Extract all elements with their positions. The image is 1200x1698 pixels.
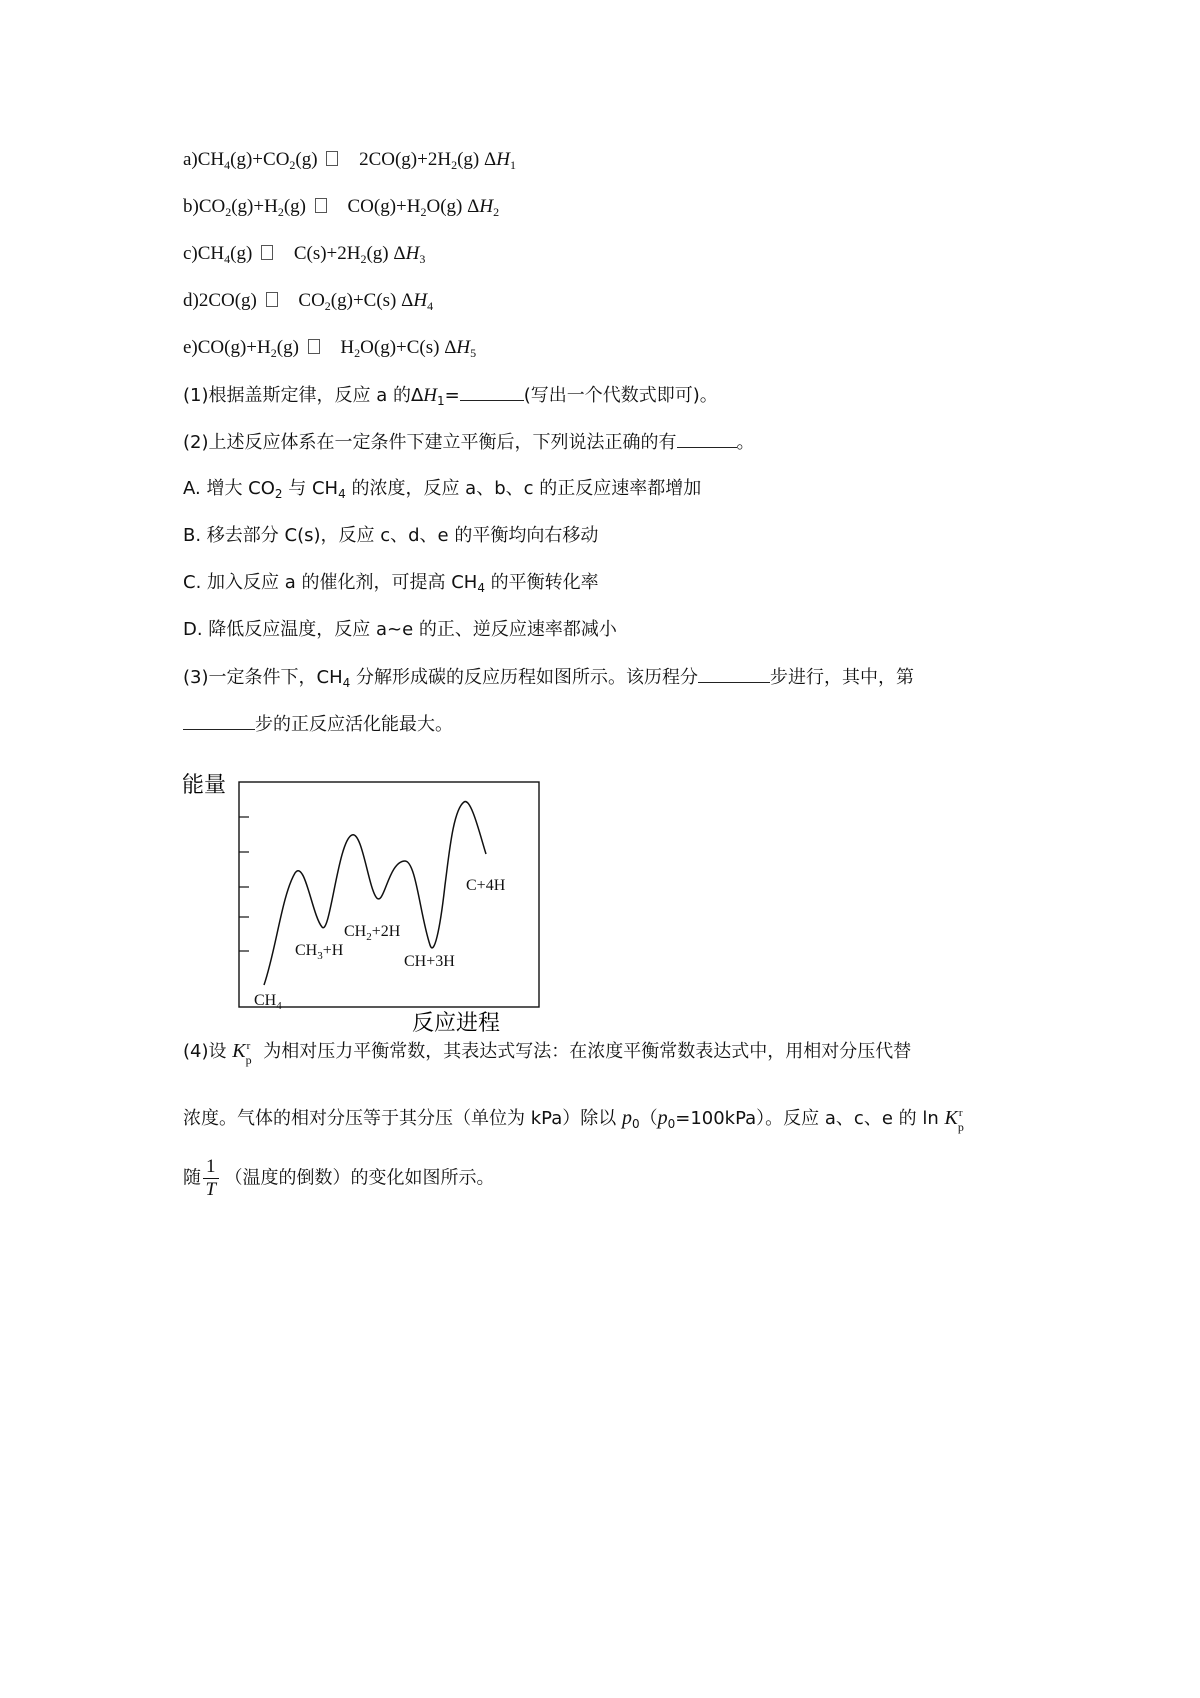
- question-1: (1)根据盖斯定律，反应 a 的$\Delta H_1=$ (写出一个代数式即可)。: [183, 385, 718, 408]
- equilibrium-arrow-icon: [266, 292, 278, 307]
- y-ticks: [239, 817, 249, 951]
- equilibrium-arrow-icon: [308, 339, 320, 354]
- x-axis-label: 反应进程: [412, 1011, 501, 1035]
- species-label-ch2-2h: $CH_2+2H$: [344, 923, 401, 943]
- answer-blank[interactable]: [698, 665, 770, 683]
- question-4: (4)设 K r p 为相对压力平衡常数，其表达式写法：在浓度平衡常数表达式中，用相对分压代替: [183, 1040, 912, 1067]
- answer-blank[interactable]: [460, 383, 524, 401]
- reaction-a: $a)CH_4(g)+CO_2(g)$ $2CO(g)+2H_2(g)$ $\Delta H_1$: [183, 149, 516, 172]
- answer-blank[interactable]: [183, 712, 255, 730]
- question-4-line3: 随 $\frac{1}{T}$ （温度的倒数）的变化如图所示。: [183, 1156, 495, 1200]
- species-label-c-4h: C+4H: [466, 877, 506, 894]
- fraction-one-over-t: $\frac{1}{T}$: [203, 1156, 219, 1201]
- question-4-line2: 浓度。气体的相对分压等于其分压（单位为 kPa）除以 $p_0(p_0=100kPa)$。反应 a、c、e 的 ln K r p: [183, 1107, 964, 1134]
- option-d: D. 降低反应温度，反应 a~e 的正、逆反应速率都减小: [183, 619, 617, 640]
- species-label-ch3h: $CH_3+H$: [295, 942, 344, 962]
- reaction-e: $e)CO(g)+H_2(g)$ $H_2O(g)+C(s)$ $\Delta H_5$: [183, 337, 477, 360]
- reaction-c: $c)CH_4(g)$ $C(s)+2H_2(g)$ $\Delta H_3$: [183, 243, 426, 266]
- chart-frame: [239, 782, 539, 1007]
- equilibrium-arrow-icon: [315, 198, 327, 213]
- answer-blank[interactable]: [677, 430, 737, 448]
- question-3: (3)一定条件下，$CH_4$ 分解形成碳的反应历程如图所示。该历程分 步进行，其中，第: [183, 667, 914, 690]
- reaction-b: $b)CO_2(g)+H_2(g)$ $CO(g)+H_2O(g)$ $\Delta H_2$: [183, 196, 500, 219]
- option-a: A. 增大 $CO_2$ 与 $CH_4$ 的浓度，反应 a、b、c 的正反应速率都增加: [183, 478, 702, 501]
- question-3-line2: 步的正反应活化能最大。: [183, 712, 453, 737]
- option-c: C. 加入反应 a 的催化剂，可提高 $CH_4$ 的平衡转化率: [183, 572, 599, 595]
- species-label-ch-3h: CH+3H: [404, 953, 455, 970]
- equilibrium-arrow-icon: [326, 151, 338, 166]
- option-b: B. 移去部分 C(s)，反应 c、d、e 的平衡均向右移动: [183, 525, 599, 546]
- equilibrium-arrow-icon: [261, 245, 273, 260]
- reaction-d: d)2CO(g) $CO_2(g)+C(s)$ $\Delta H_4$: [183, 290, 434, 313]
- y-axis-label: 能量: [182, 773, 227, 798]
- energy-profile-chart: [180, 765, 580, 1035]
- species-labels: [254, 877, 506, 1012]
- species-label-ch4: $CH_4$: [254, 992, 282, 1012]
- question-2: (2)上述反应体系在一定条件下建立平衡后，下列说法正确的有 。: [183, 432, 755, 453]
